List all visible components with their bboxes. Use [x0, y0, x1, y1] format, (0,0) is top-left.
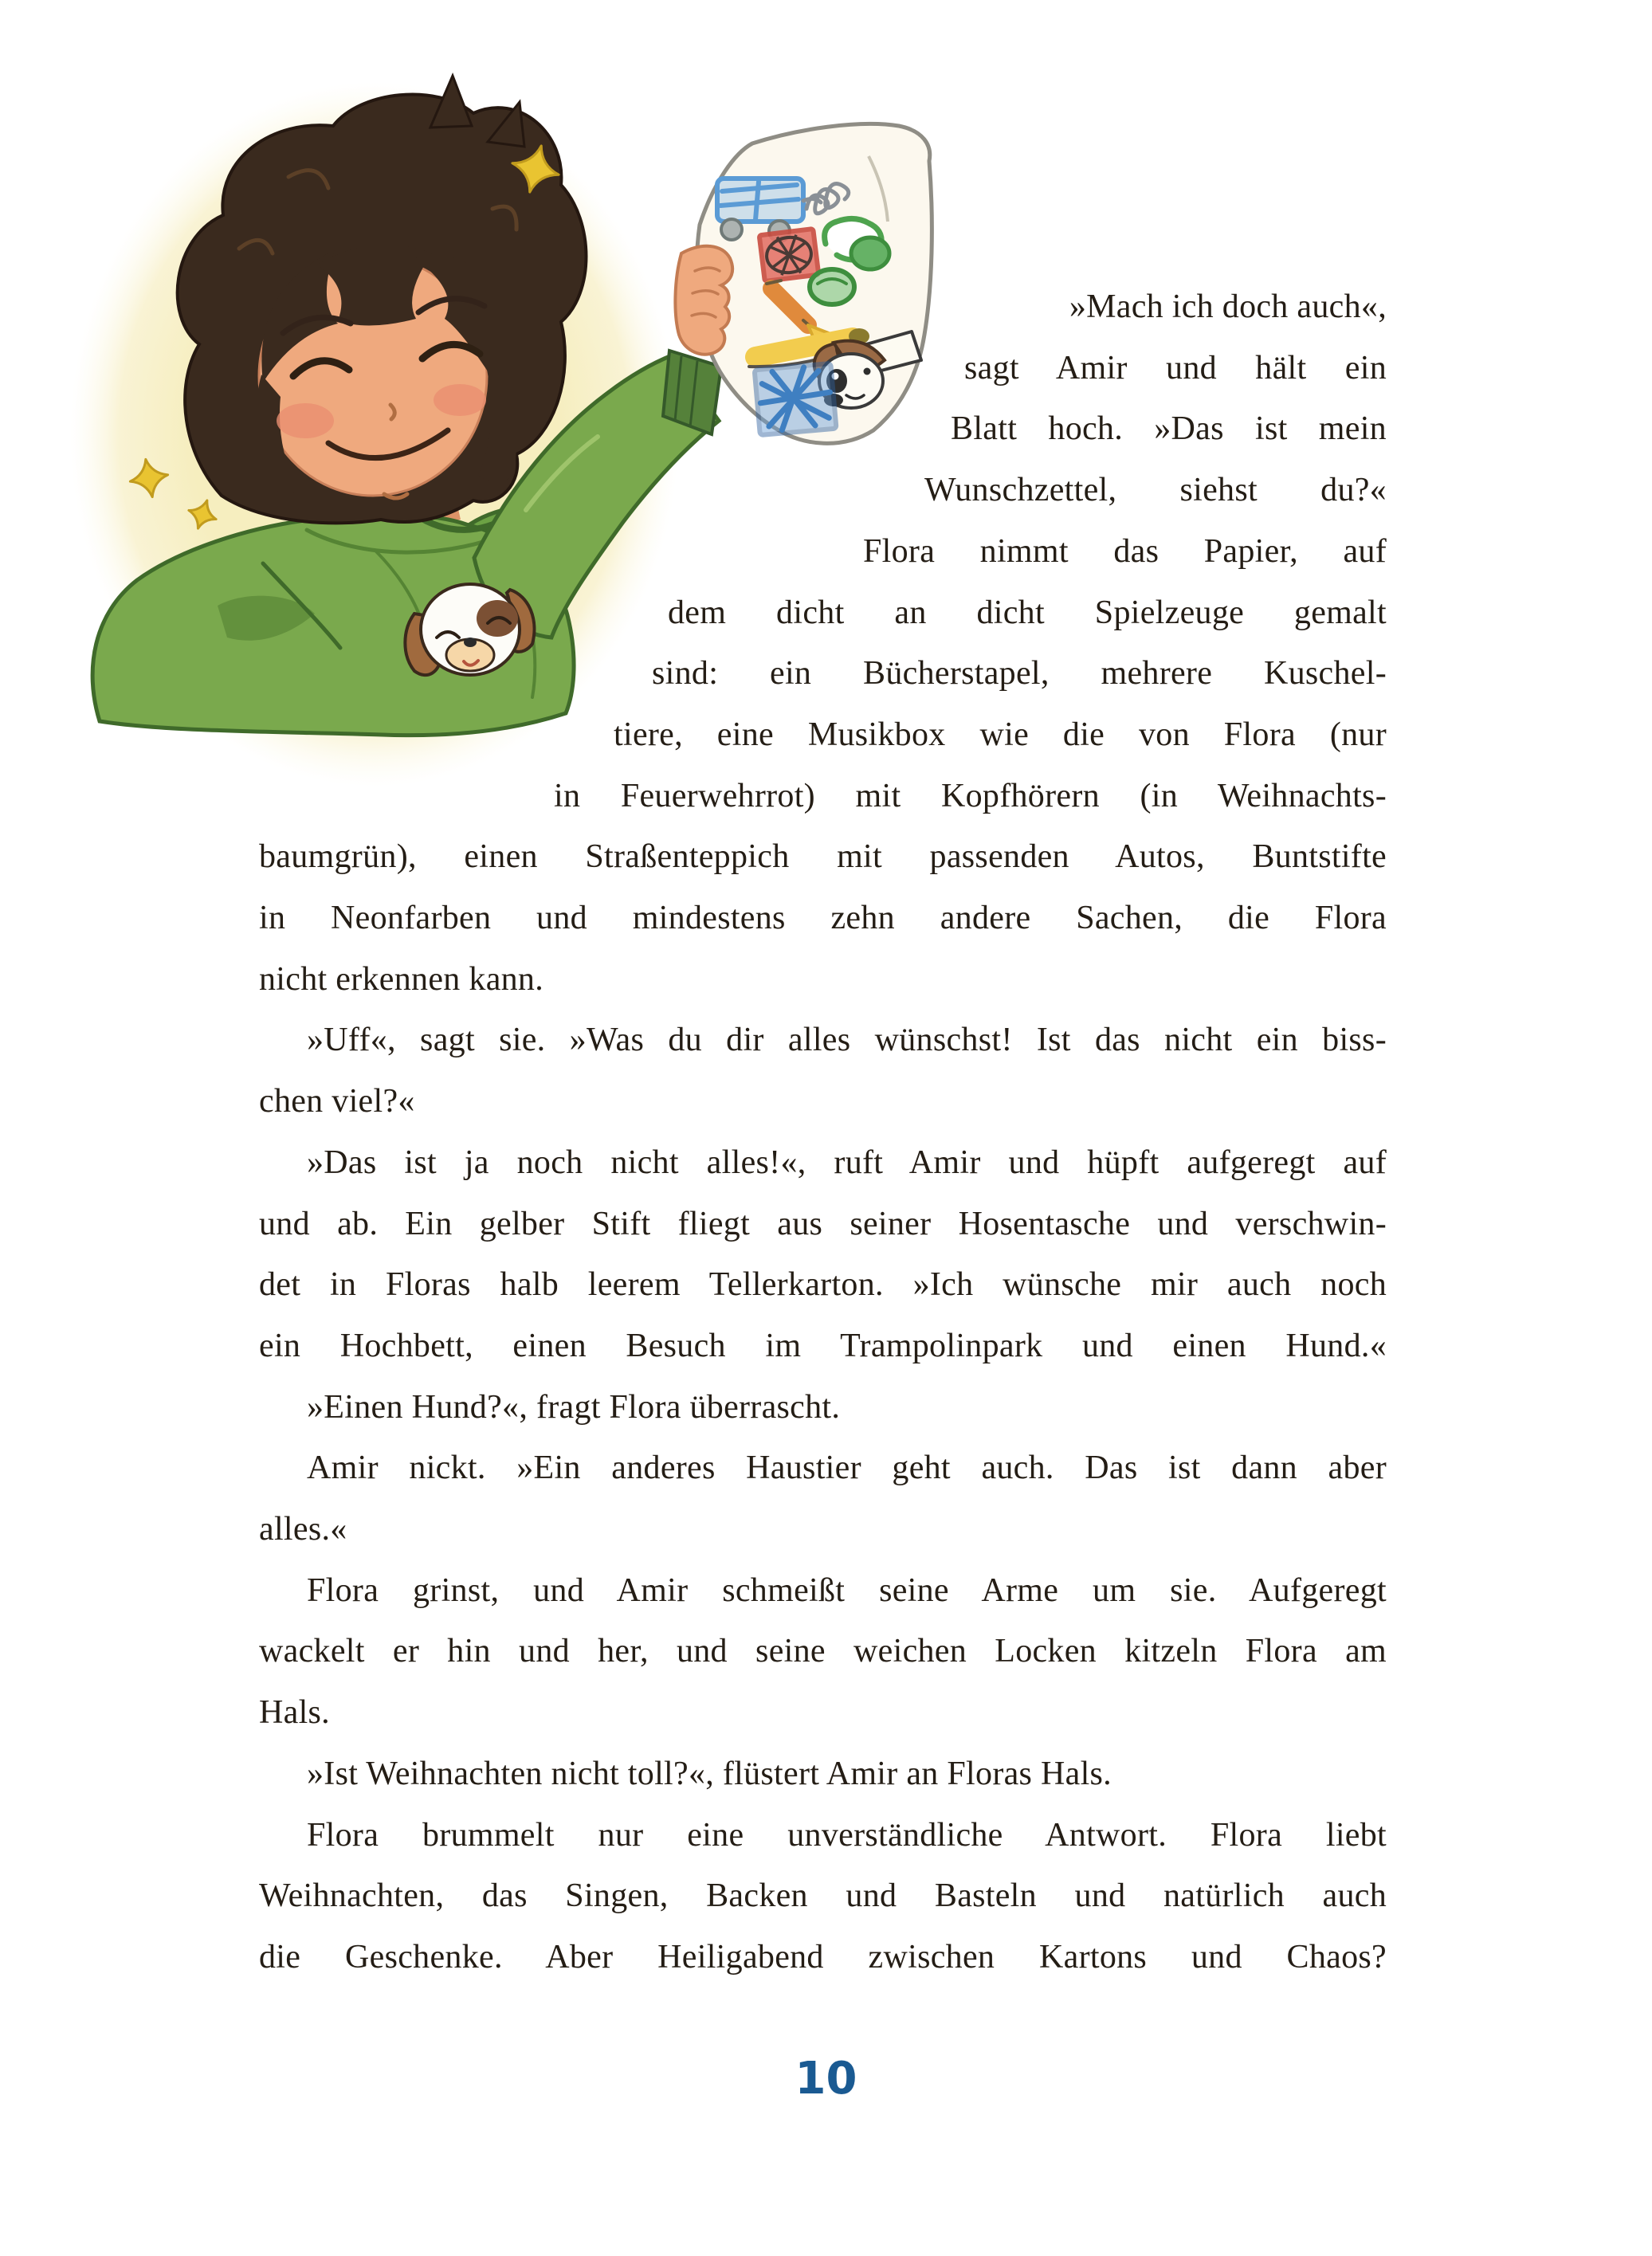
text-line: in Feuerwehrrot) mit Kopfhörern (in Weihnachts- — [554, 777, 1387, 814]
text-line: »Uff«, sagt sie. »Was du dir alles wünschst! Ist das nicht ein biss- — [307, 1022, 1387, 1059]
text-line: Flora grinst, und Amir schmeißt seine Arme um sie. Aufgeregt — [307, 1571, 1387, 1609]
text-line: und ab. Ein gelber Stift fliegt aus seiner Hosentasche und verschwin- — [259, 1205, 1387, 1242]
text-line: Wunschzettel, siehst du?« — [924, 472, 1387, 509]
text-line: sagt Amir und hält ein — [964, 349, 1387, 386]
text-line: »Mach ich doch auch«, — [1069, 288, 1387, 325]
text-line: »Das ist ja noch nicht alles!«, ruft Amir und hüpft aufgeregt auf — [307, 1144, 1387, 1181]
story-text — [259, 0, 1387, 2256]
text-line: »Ist Weihnachten nicht toll?«, flüstert Amir an Floras Hals. — [307, 1755, 1112, 1792]
text-line: baumgrün), einen Straßenteppich mit passenden Autos, Buntstifte — [259, 838, 1387, 876]
text-line: Hals. — [259, 1694, 330, 1732]
text-line: nicht erkennen kann. — [259, 960, 544, 998]
text-line: sind: ein Bücherstapel, mehrere Kuschel- — [652, 655, 1387, 692]
text-line: »Einen Hund?«, fragt Flora überrascht. — [307, 1388, 841, 1426]
text-line: det in Floras halb leerem Tellerkarton. »Ich wünsche mir auch noch — [259, 1266, 1387, 1304]
text-line: Amir nickt. »Ein anderes Haustier geht auch. Das ist dann aber — [307, 1450, 1387, 1487]
text-line: tiere, eine Musikbox wie die von Flora (nur — [614, 716, 1387, 753]
text-line: die Geschenke. Aber Heiligabend zwischen Kartons und Chaos? — [259, 1938, 1387, 1975]
text-line: dem dicht an dicht Spielzeuge gemalt — [668, 594, 1387, 631]
page-number: 10 — [795, 2053, 857, 2105]
text-line: Weihnachten, das Singen, Backen und Basteln und natürlich auch — [259, 1877, 1387, 1915]
text-line: chen viel?« — [259, 1083, 415, 1120]
text-line: in Neonfarben und mindestens zehn andere Sachen, die Flora — [259, 900, 1387, 936]
text-line: Blatt hoch. »Das ist mein — [951, 410, 1387, 448]
text-line: alles.« — [259, 1511, 347, 1548]
text-line: ein Hochbett, einen Besuch im Trampolinpark und einen Hund.« — [259, 1327, 1387, 1364]
text-line: Flora nimmt das Papier, auf — [863, 532, 1387, 570]
text-line: wackelt er hin und her, und seine weichen Locken kitzeln Flora am — [259, 1633, 1387, 1670]
text-line: Flora brummelt nur eine unverständliche Antwort. Flora liebt — [307, 1816, 1387, 1854]
